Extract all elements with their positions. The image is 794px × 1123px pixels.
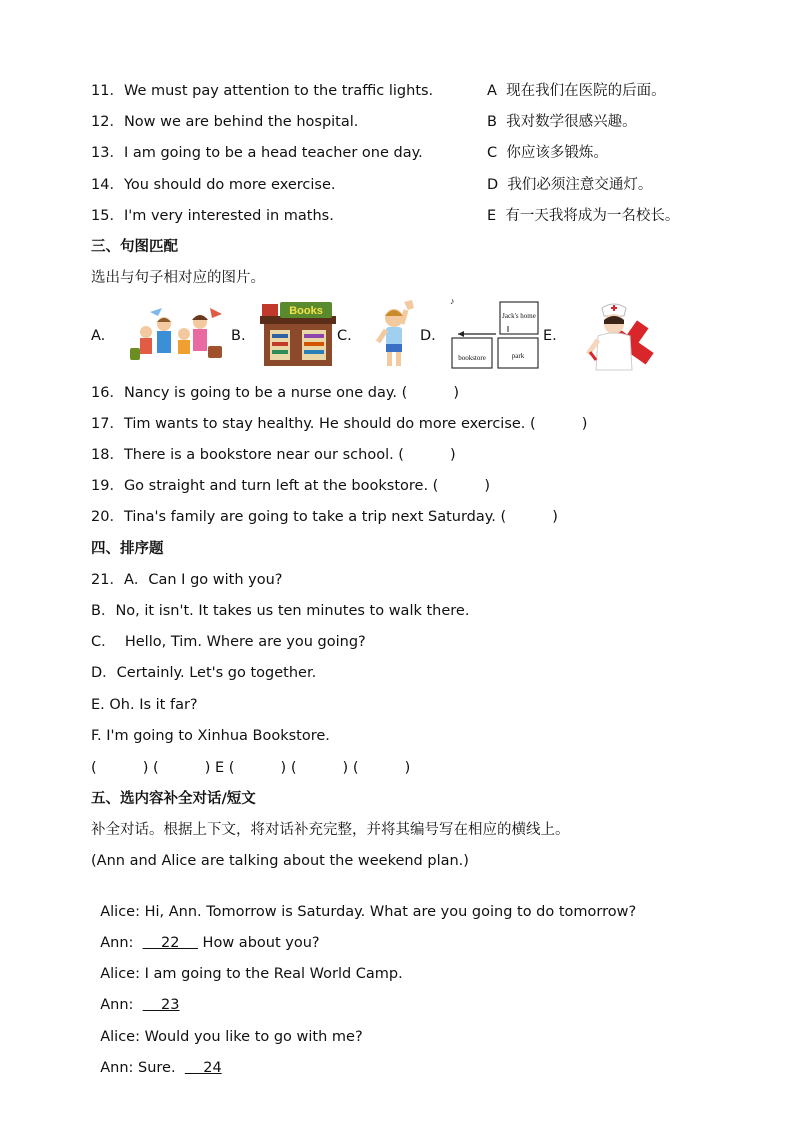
section-instruction: 补全对话。根据上下文，将对话补充完整，并将其编号写在相应的横线上。 [91, 822, 570, 838]
nurse-picture [578, 300, 664, 372]
route-map-picture [448, 296, 544, 372]
dialogue-text: How about you? [197, 935, 320, 951]
ordering-item: F. I'm going to Xinhua Bookstore. [91, 728, 330, 744]
svg-text:♪: ♪ [450, 296, 455, 306]
sentence-en: 11．We must pay attention to the traffic lights. [91, 83, 434, 99]
question-18: 18．There is a bookstore near our school. ( ) [91, 447, 456, 463]
answer-blank-22[interactable]: 22 [142, 935, 198, 951]
sentence-en: 14．You should do more exercise. [91, 177, 336, 193]
dialogue-text: Ann: [100, 935, 143, 951]
exercising-boy-picture [374, 298, 420, 370]
option-label-a: A. [91, 328, 106, 344]
section-heading: 三、句图匹配 [91, 239, 178, 255]
dialogue-line [91, 1038, 222, 1078]
sentence-cn: B 我对数学很感兴趣。 [487, 114, 637, 130]
sentence-en: 15．I'm very interested in maths. [91, 208, 334, 224]
ordering-item: E. Oh. Is it far? [91, 697, 198, 713]
option-label-e: E. [543, 328, 557, 344]
ordering-item: C． Hello, Tim. Where are you going? [91, 634, 366, 650]
map-label-bookstore: bookstore [458, 354, 486, 362]
ordering-answer-blanks[interactable]: ( ) ( ) E ( ) ( ) ( ) [91, 760, 411, 776]
dialogue-text: Ann: [100, 997, 143, 1013]
section-instruction: 选出与句子相对应的图片。 [91, 270, 265, 286]
map-label-home: Jack's home [502, 312, 536, 320]
books-sign-text: Books [289, 305, 323, 317]
question-19: 19．Go straight and turn left at the bookstore. ( ) [91, 478, 491, 494]
option-label-b: B. [231, 328, 246, 344]
option-label-d: D. [420, 328, 436, 344]
ordering-item: B．No, it isn't. It takes us ten minutes to walk there. [91, 603, 470, 619]
bookstore-picture [258, 300, 338, 368]
dialogue-text: Alice: I am going to the Real World Camp. [100, 966, 403, 982]
option-label-c: C. [337, 328, 352, 344]
dialogue-text: Alice: Hi, Ann. Tomorrow is Saturday. What are you going to do tomorrow? [100, 904, 637, 920]
family-trip-picture [122, 304, 226, 364]
dialogue-text: Alice: Would you like to go with me? [100, 1029, 363, 1045]
question-16: 16．Nancy is going to be a nurse one day. ( ) [91, 385, 459, 401]
section-heading: 四、排序题 [91, 541, 164, 557]
sentence-en: 13．I am going to be a head teacher one day. [91, 145, 423, 161]
answer-blank-24[interactable]: 24 [184, 1060, 222, 1076]
question-17: 17．Tim wants to stay healthy. He should do more exercise. ( ) [91, 416, 588, 432]
sentence-cn: E 有一天我将成为一名校长。 [487, 208, 680, 224]
sentence-cn: C 你应该多锻炼。 [487, 145, 608, 161]
ordering-item: 21．A．Can I go with you? [91, 572, 283, 588]
dialogue-context: (Ann and Alice are talking about the weekend plan.) [91, 853, 469, 869]
answer-blank-23[interactable]: 23 [142, 997, 180, 1013]
sentence-en: 12．Now we are behind the hospital. [91, 114, 359, 130]
dialogue-text: Ann: Sure. [100, 1060, 185, 1076]
ordering-item: D．Certainly. Let's go together. [91, 665, 317, 681]
section-heading: 五、选内容补全对话/短文 [91, 791, 256, 807]
question-20: 20．Tina's family are going to take a trip next Saturday. ( ) [91, 509, 558, 525]
sentence-cn: D 我们必须注意交通灯。 [487, 177, 653, 193]
sentence-cn: A 现在我们在医院的后面。 [487, 83, 666, 99]
map-label-park: park [511, 352, 525, 360]
